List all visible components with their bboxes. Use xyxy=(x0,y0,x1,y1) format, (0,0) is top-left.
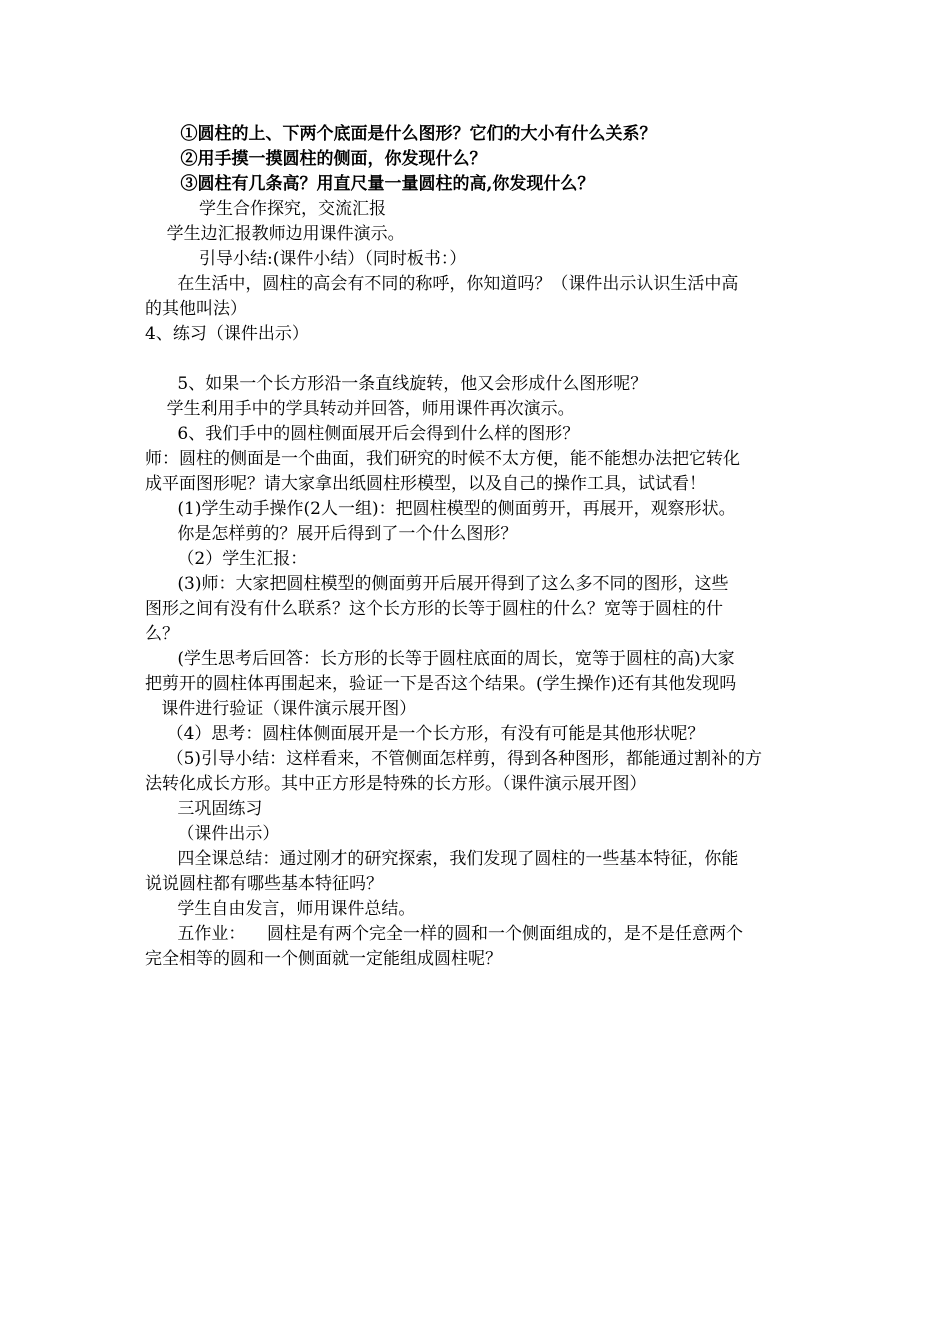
text-line: 把剪开的圆柱体再围起来，验证一下是否这个结果。(学生操作)还有其他发现吗 xyxy=(145,674,737,694)
blank-line xyxy=(145,347,810,372)
text-line: 学生自由发言，师用课件总结。 xyxy=(145,899,416,919)
text-line: （课件出示） xyxy=(145,824,280,844)
text-line: 五作业： 圆柱是有两个完全一样的圆和一个侧面组成的，是不是任意两个 xyxy=(145,924,744,944)
text-line: 5、如果一个长方形沿一条直线旋转，他又会形成什么图形呢？ xyxy=(145,374,648,394)
text-line: 四全课总结：通过刚才的研究探索，我们发现了圆柱的一些基本特征，你能 xyxy=(145,849,739,869)
text-line: 4、练习（课件出示） xyxy=(145,324,309,344)
text-line: 你是怎样剪的？展开后得到了一个什么图形？ xyxy=(145,524,518,544)
text-line: 么？ xyxy=(145,624,179,644)
text-line: 师：圆柱的侧面是一个曲面，我们研究的时候不太方便，能不能想办法把它转化 xyxy=(145,449,740,469)
document-body xyxy=(145,122,810,972)
text-line: 完全相等的圆和一个侧面就一定能组成圆柱呢？ xyxy=(145,949,502,969)
text-line: 学生边汇报教师边用课件演示。 xyxy=(145,224,405,244)
text-line: （2）学生汇报： xyxy=(145,549,308,569)
text-line: 学生合作探究，交流汇报 xyxy=(145,199,387,219)
text-line: 三巩固练习 xyxy=(145,799,263,819)
text-line: 法转化成长方形。其中正方形是特殊的长方形。（课件演示展开图） xyxy=(145,774,647,794)
text-line: (3)师：大家把圆柱模型的侧面剪开后展开得到了这么多不同的图形，这些 xyxy=(145,574,729,594)
text-line: (学生思考后回答：长方形的长等于圆柱底面的周长，宽等于圆柱的高)大家 xyxy=(145,649,735,669)
text-line: ②用手摸一摸圆柱的侧面，你发现什么？ xyxy=(145,149,487,169)
text-line: （5)引导小结：这样看来，不管侧面怎样剪，得到各种图形，都能通过割补的方 xyxy=(145,749,763,769)
text-line: （4）思考：圆柱体侧面展开是一个长方形，有没有可能是其他形状呢？ xyxy=(145,724,705,744)
text-line: ③圆柱有几条高？用直尺量一量圆柱的高,你发现什么？ xyxy=(145,174,595,194)
text-line: 6、我们手中的圆柱侧面展开后会得到什么样的图形？ xyxy=(145,424,580,444)
text-line: 课件进行验证（课件演示展开图） xyxy=(145,699,417,719)
text-line: 引导小结:(课件小结）（同时板书：） xyxy=(145,249,467,269)
text-line: 学生利用手中的学具转动并回答，师用课件再次演示。 xyxy=(145,399,575,419)
text-line: ①圆柱的上、下两个底面是什么图形？它们的大小有什么关系？ xyxy=(145,124,657,144)
text-line: 成平面图形呢？请大家拿出纸圆柱形模型，以及自己的操作工具，试试看！ xyxy=(145,474,706,494)
text-line: (1)学生动手操作(2人一组)：把圆柱模型的侧面剪开，再展开，观察形状。 xyxy=(145,499,736,519)
text-line: 图形之间有没有什么联系？这个长方形的长等于圆柱的什么？宽等于圆柱的什 xyxy=(145,599,723,619)
text-line: 的其他叫法） xyxy=(145,299,247,319)
text-line: 说说圆柱都有哪些基本特征吗？ xyxy=(145,874,383,894)
text-line: 在生活中，圆柱的高会有不同的称呼，你知道吗？（课件出示认识生活中高 xyxy=(145,274,739,294)
